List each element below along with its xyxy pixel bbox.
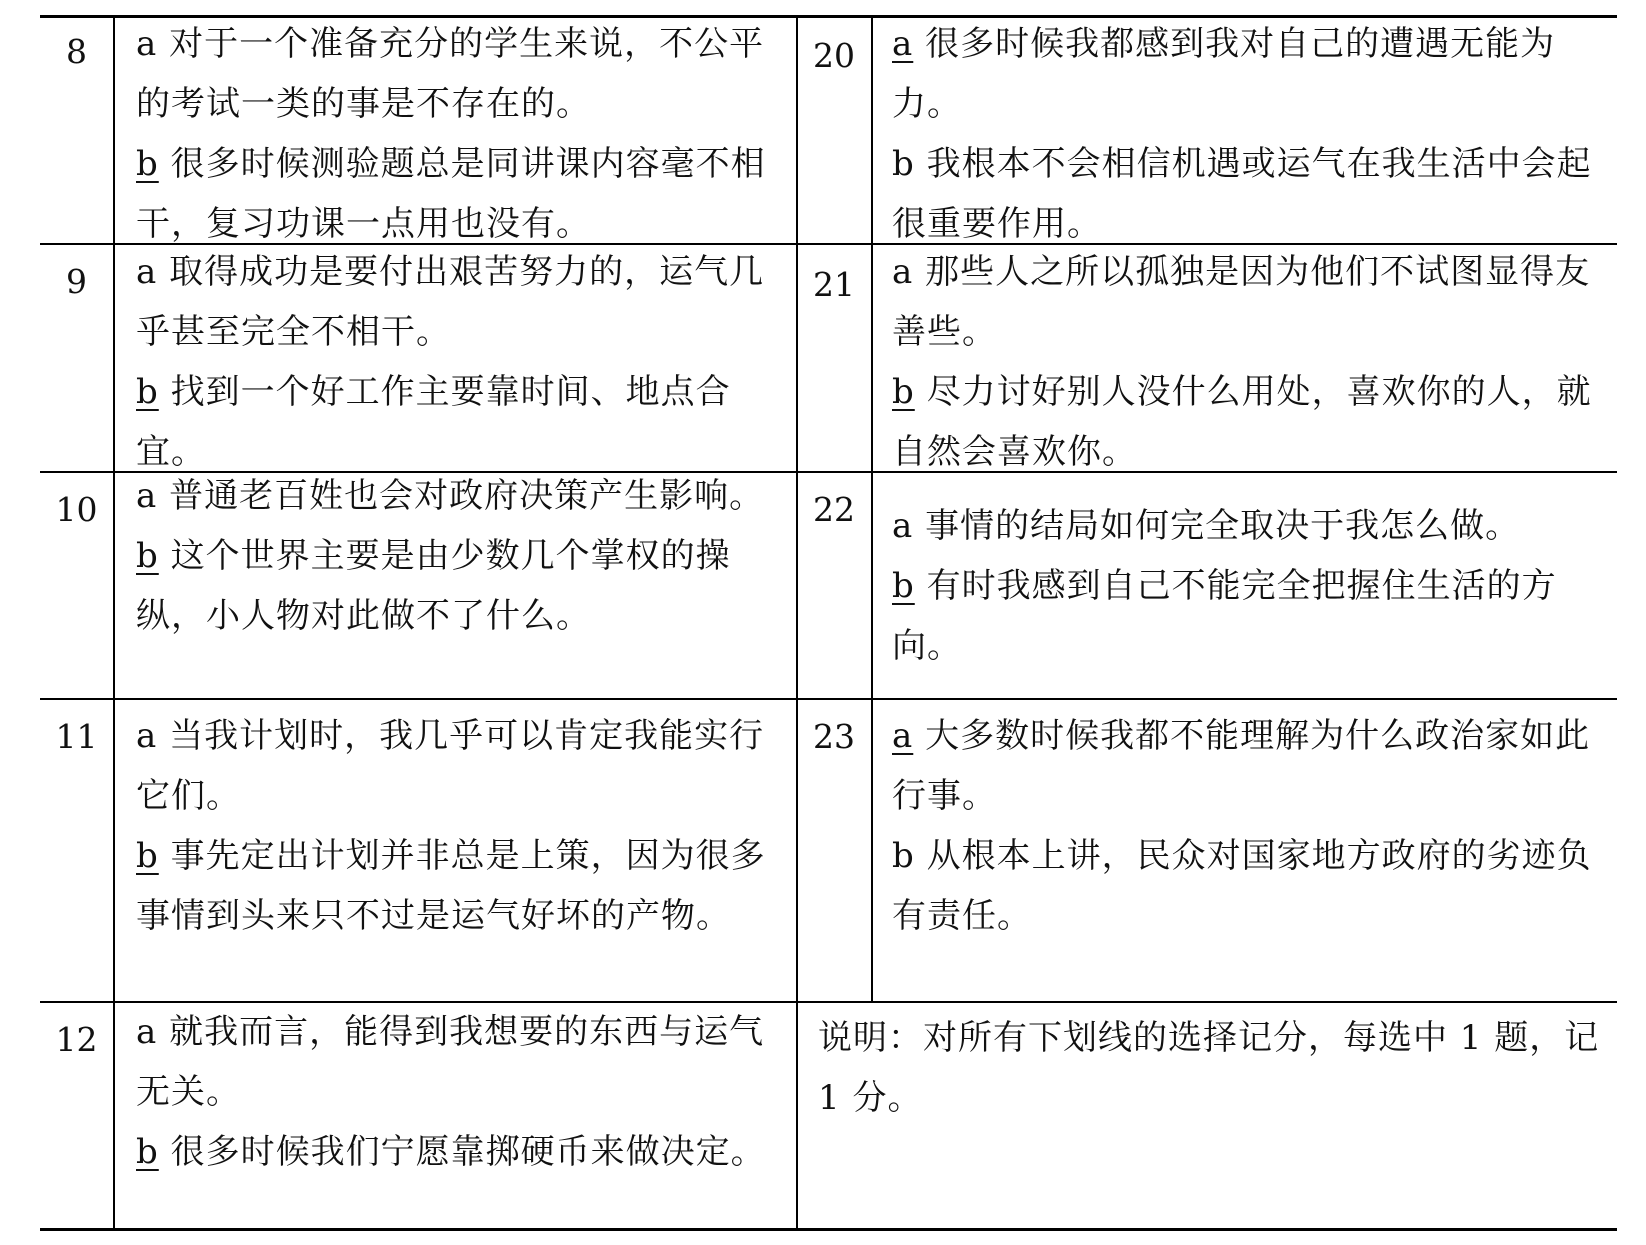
item-number: 10 [55, 490, 98, 529]
option-b-marker: b [136, 372, 159, 412]
option-b-text: 很多时候我们宁愿靠掷硬币来做决定。 [158, 1132, 766, 1172]
option-a: a 对于一个准备充分的学生来说，不公平的考试一类的事是不存在的。 [136, 24, 765, 124]
item-content [892, 14, 1604, 254]
option-b [136, 134, 776, 254]
item-content [136, 14, 776, 254]
table-bottom-rule [40, 1228, 1617, 1231]
option-b: b 从根本上讲，民众对国家地方政府的劣迹负有责任。 [892, 836, 1592, 936]
item-number: 8 [66, 32, 87, 71]
option-b [136, 826, 776, 946]
option-b-text: 尽力讨好别人没什么用处，喜欢你的人，就自然会喜欢你。 [892, 372, 1592, 472]
option-a [892, 706, 1604, 826]
item-number: 11 [55, 717, 98, 756]
option-b-text: 有时我感到自己不能完全把握住生活的方向。 [892, 566, 1557, 666]
item-number: 12 [55, 1020, 98, 1059]
item-content [136, 242, 776, 482]
option-b-marker: b [892, 566, 915, 606]
item-number: 21 [813, 265, 855, 304]
option-b-text: 事先定出计划并非总是上策，因为很多事情到头来只不过是运气好坏的产物。 [136, 836, 766, 936]
scoring-note: 说明：对所有下划线的选择记分，每选中 1 题，记 1 分。 [818, 1018, 1600, 1118]
row-divider [40, 698, 1617, 700]
option-b-marker: b [136, 536, 159, 576]
option-b-text: 找到一个好工作主要靠时间、地点合宜。 [136, 372, 731, 472]
item-content [892, 496, 1604, 676]
col-divider [113, 17, 115, 1229]
option-b: b 我根本不会相信机遇或运气在我生活中会起很重要作用。 [892, 144, 1592, 244]
item-number: 9 [66, 262, 87, 301]
option-b [136, 526, 776, 646]
option-a: a 事情的结局如何完全取决于我怎么做。 [892, 506, 1521, 546]
item-content [136, 706, 776, 946]
option-a: a 取得成功是要付出艰苦努力的，运气几乎甚至完全不相干。 [136, 252, 765, 352]
option-b [136, 362, 776, 482]
item-number: 23 [813, 717, 855, 756]
item-content [136, 1002, 776, 1182]
option-a-text: 很多时候我都感到我对自己的遭遇无能为力。 [892, 24, 1556, 124]
option-b-marker: b [136, 144, 159, 184]
item-content [892, 706, 1604, 946]
option-a: a 普通老百姓也会对政府决策产生影响。 [136, 476, 765, 516]
col-divider [871, 17, 873, 1002]
item-content [892, 242, 1604, 482]
option-a-text: 大多数时候我都不能理解为什么政治家如此行事。 [892, 716, 1591, 816]
option-a: a 那些人之所以孤独是因为他们不试图显得友善些。 [892, 252, 1591, 352]
option-a [892, 14, 1604, 134]
item-number: 20 [813, 36, 855, 75]
option-b-marker: b [892, 372, 915, 412]
option-b-marker: b [136, 1132, 159, 1172]
option-b [136, 1122, 776, 1182]
option-a: a 当我计划时，我几乎可以肯定我能实行它们。 [136, 716, 765, 816]
option-a: a 就我而言，能得到我想要的东西与运气无关。 [136, 1012, 765, 1112]
option-b-text: 很多时候测验题总是同讲课内容毫不相干，复习功课一点用也没有。 [136, 144, 766, 244]
option-a-marker: a [892, 24, 914, 64]
option-b [892, 556, 1604, 676]
item-number: 22 [813, 490, 855, 529]
option-b-marker: b [136, 836, 159, 876]
option-b-text: 这个世界主要是由少数几个掌权的操纵，小人物对此做不了什么。 [136, 536, 731, 636]
item-content [136, 466, 776, 646]
col-divider [796, 17, 798, 1229]
option-b [892, 362, 1604, 482]
option-a-marker: a [892, 716, 914, 756]
